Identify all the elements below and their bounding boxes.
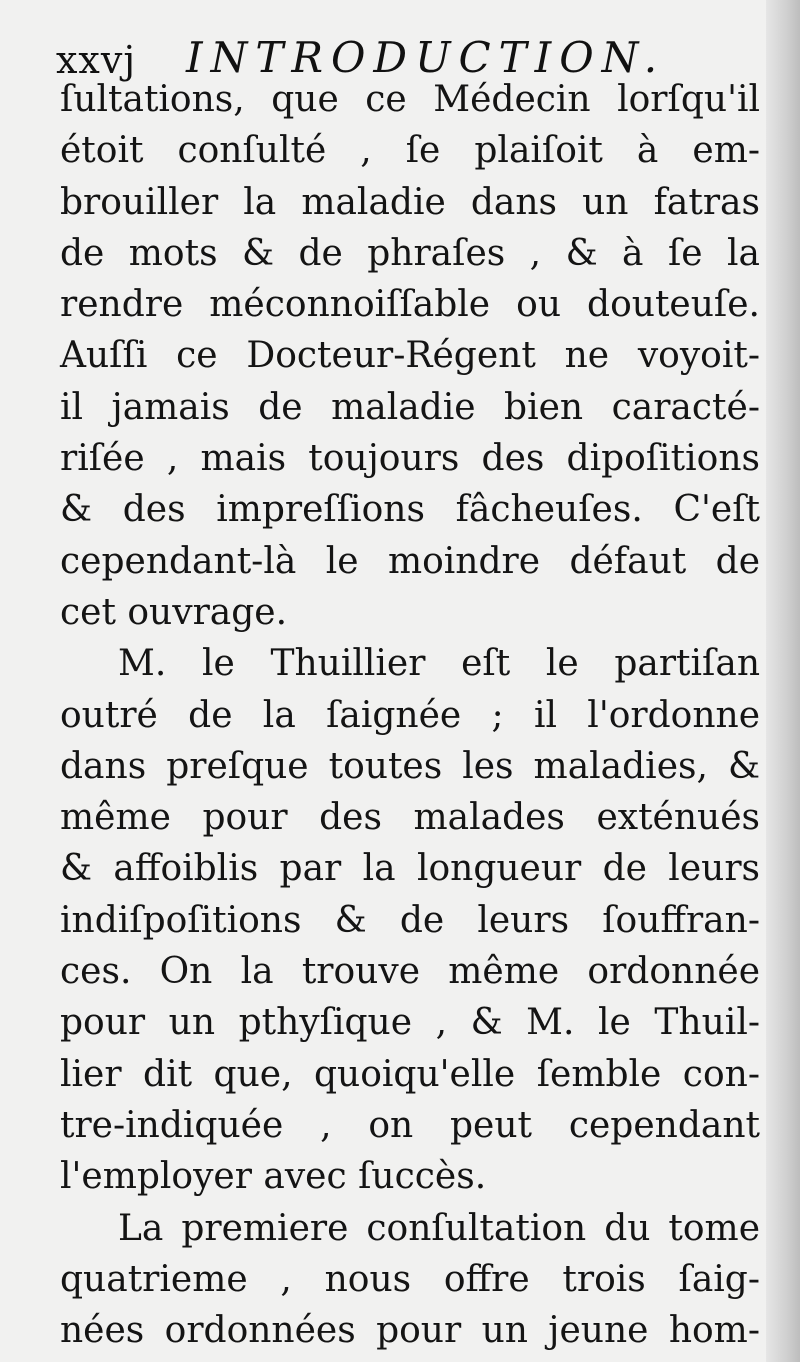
- text-line: & affoiblis par la longueur de leurs: [60, 848, 760, 890]
- text-line: tre-indiquée , on peut cependant: [60, 1104, 760, 1146]
- running-head: INTRODUCTION.: [186, 33, 666, 82]
- text-line: de mots & de phraſes , & à ſe la: [60, 232, 760, 274]
- text-line: cependant-là le moindre défaut de: [60, 540, 760, 582]
- text-line: brouiller la maladie dans un fatras: [60, 181, 760, 223]
- text-line: & des impreſſions fâcheuſes. C'eſt: [60, 489, 760, 531]
- text-line: même pour des malades exténués: [60, 797, 760, 839]
- text-line: étoit conſulté , ſe plaiſoit à em-: [60, 130, 760, 172]
- page-number: xxvj: [56, 38, 137, 82]
- page-edge-shadow: [766, 0, 800, 1362]
- text-line: indiſpoſitions & de leurs ſouffran-: [60, 899, 760, 941]
- text-line: quatrieme , nous offre trois ſaig-: [60, 1258, 760, 1300]
- text-line: dans preſque toutes les maladies, &: [60, 745, 760, 787]
- body-text: [60, 74, 760, 1356]
- text-line: riſée , mais toujours des dipoſitions: [60, 438, 760, 480]
- text-line: lier dit que, quoiqu'elle ſemble con-: [60, 1053, 760, 1095]
- text-line: ſultations, que ce Médecin lorſqu'il: [60, 79, 760, 120]
- text-line: il jamais de maladie bien caracté-: [60, 386, 760, 428]
- text-line: rendre méconnoiſſable ou douteuſe.: [60, 284, 760, 326]
- text-line: pour un pthyſique , & M. le Thuil-: [60, 1002, 760, 1044]
- text-line: M. le Thuillier eſt le partiſan: [118, 643, 760, 685]
- text-line: l'employer avec ſuccès.: [60, 1156, 487, 1198]
- text-line: cet ouvrage.: [60, 591, 288, 633]
- text-line: ces. On la trouve même ordonnée: [60, 951, 760, 993]
- text-line: La premiere conſultation du tome: [118, 1207, 760, 1249]
- text-line: outré de la ſaignée ; il l'ordonne: [60, 694, 760, 736]
- text-line: Auſſi ce Docteur-Régent ne voyoit-: [60, 335, 760, 377]
- text-line: nées ordonnées pour un jeune hom-: [60, 1310, 760, 1352]
